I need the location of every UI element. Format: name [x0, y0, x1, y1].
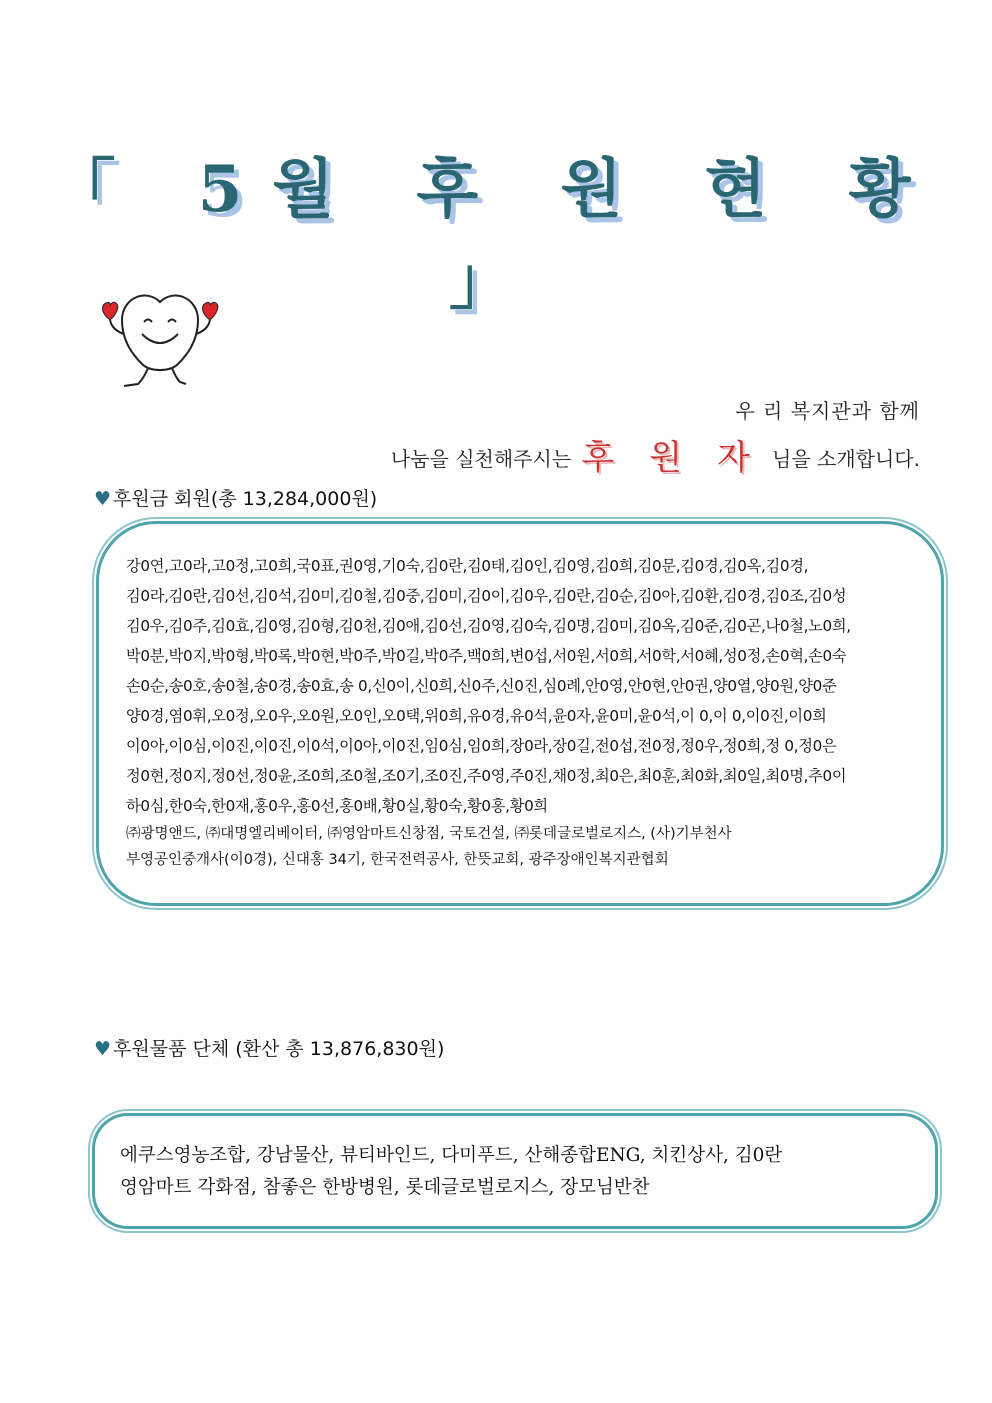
name-line: 양0경,염0휘,오0정,오0우,오0원,오0인,오0택,위0희,유0경,유0석,윤0자,윤0미,윤0석,이 0,이 0,이0진,이0희 — [126, 707, 827, 725]
name-line: 강0연,고0라,고0정,고0희,국0표,권0영,기0숙,김0란,김0태,김0인,김0영,김0희,김0문,김0경,김0옥,김0경, — [126, 557, 809, 575]
section-heading-goods — [94, 1034, 444, 1061]
intro-highlight: 후 원 자 — [581, 438, 762, 478]
intro-line-2-pre: 나눔을 실천해주시는 — [390, 447, 572, 471]
corp-line: ㈜광명앤드, ㈜대명엘리베이터, ㈜영암마트신창점, 국토건설, ㈜롯데글로벌로지스, (사)기부천사 — [126, 826, 732, 842]
name-line: 하0심,한0숙,한0재,홍0우,홍0선,홍0배,황0실,황0숙,황0홍,황0희 — [126, 797, 548, 815]
intro-line-2 — [391, 430, 920, 479]
name-line: 박0분,박0지,박0형,박0록,박0현,박0주,박0길,박0주,백0희,변0섭,서0원,서0희,서0학,서0혜,성0정,손0혁,손0숙 — [126, 647, 847, 665]
section-heading-text: 후원물품 단체 (환산 총 13,876,830원) — [113, 1038, 445, 1060]
goods-line: 영암마트 각화점, 참좋은 한방병원, 롯데글로벌로지스, 장모님반찬 — [120, 1177, 650, 1198]
intro-line-2-post: 님을 소개합니다. — [772, 447, 920, 471]
heart-bullet-icon: ♥ — [94, 1038, 112, 1060]
corp-line: 부영공인중개사(이0경), 신대홍 34기, 한국전력공사, 한뜻교회, 광주장애인복지관협회 — [126, 852, 669, 868]
heart-bullet-icon: ♥ — [94, 488, 112, 510]
name-line: 정0현,정0지,정0선,정0윤,조0희,조0철,조0기,조0진,주0영,주0진,채0정,최0은,최0훈,최0화,최0일,최0명,추0이 — [126, 767, 847, 785]
intro-line-1: 우 리 복지관과 함께 — [735, 399, 920, 423]
page-title: 「 5월 후 원 현 황 」 — [51, 152, 941, 319]
name-line: 김0라,김0란,김0선,김0석,김0미,김0철,김0중,김0미,김0이,김0우,김0란,김0순,김0아,김0환,김0경,김0조,김0성 — [126, 587, 847, 605]
heart-mascot-icon — [98, 290, 223, 390]
goods-donor-list — [120, 1140, 920, 1204]
section-heading-text: 후원금 회원(총 13,284,000원) — [113, 488, 378, 510]
goods-line: 에쿠스영농조합, 강남물산, 뷰티바인드, 다미푸드, 산해종합ENG, 치킨상사, 김0란 — [120, 1145, 783, 1166]
donor-name-list — [126, 551, 926, 821]
name-line: 김0우,김0주,김0효,김0영,김0형,김0천,김0애,김0선,김0영,김0숙,김0명,김0미,김0옥,김0준,김0곤,나0철,노0희, — [126, 617, 851, 635]
name-line: 이0아,이0심,이0진,이0진,이0석,이0아,이0진,임0심,임0희,장0라,장0길,전0섭,전0정,정0우,정0희,정 0,정0은 — [126, 737, 837, 755]
corporate-donor-list — [126, 821, 926, 873]
name-line: 손0순,송0호,송0철,송0경,송0효,송 0,신0이,신0희,신0주,신0진,심0례,안0영,안0현,안0권,양0열,양0원,양0준 — [126, 677, 837, 695]
section-heading-donations — [94, 484, 377, 511]
